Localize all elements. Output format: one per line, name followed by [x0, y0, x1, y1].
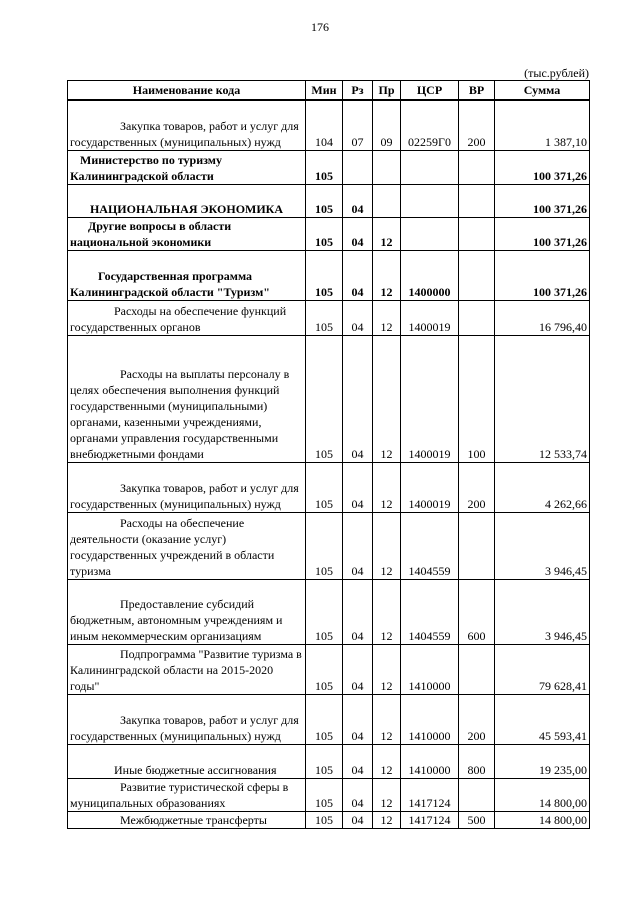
row-name: Иные бюджетные ассигнования	[68, 744, 306, 778]
row-name: Государственная программа Калининградской области "Туризм"	[68, 250, 306, 300]
row-pr	[373, 184, 401, 217]
row-rz: 04	[343, 217, 373, 250]
row-sum: 16 796,40	[495, 300, 590, 335]
row-csr: 1400019	[401, 335, 459, 462]
row-vr	[459, 778, 495, 811]
row-vr	[459, 644, 495, 694]
row-min: 105	[306, 462, 343, 512]
budget-table	[67, 80, 590, 829]
row-sum: 100 371,26	[495, 250, 590, 300]
row-sum: 12 533,74	[495, 335, 590, 462]
table-row	[68, 811, 590, 828]
row-rz: 04	[343, 462, 373, 512]
table-row	[68, 778, 590, 811]
row-pr: 12	[373, 579, 401, 644]
table-row	[68, 300, 590, 335]
row-csr	[401, 217, 459, 250]
row-min: 105	[306, 811, 343, 828]
row-name: Расходы на обеспечение функций государственных органов	[68, 300, 306, 335]
table-row	[68, 184, 590, 217]
row-sum: 14 800,00	[495, 778, 590, 811]
row-vr	[459, 512, 495, 579]
row-pr: 12	[373, 512, 401, 579]
row-vr: 800	[459, 744, 495, 778]
row-vr: 200	[459, 100, 495, 150]
row-rz: 07	[343, 100, 373, 150]
row-pr: 12	[373, 300, 401, 335]
row-csr: 02259Г0	[401, 100, 459, 150]
row-pr: 09	[373, 100, 401, 150]
units-label: (тыс.рублей)	[524, 66, 589, 80]
row-rz: 04	[343, 811, 373, 828]
row-sum: 100 371,26	[495, 217, 590, 250]
row-pr: 12	[373, 644, 401, 694]
row-vr	[459, 217, 495, 250]
row-pr: 12	[373, 694, 401, 744]
row-sum: 19 235,00	[495, 744, 590, 778]
row-name: Закупка товаров, работ и услуг для государственных (муниципальных) нужд	[68, 694, 306, 744]
page-number: 176	[311, 20, 329, 34]
row-min: 104	[306, 100, 343, 150]
row-rz: 04	[343, 579, 373, 644]
row-rz: 04	[343, 644, 373, 694]
row-vr: 200	[459, 694, 495, 744]
row-pr: 12	[373, 778, 401, 811]
row-name: НАЦИОНАЛЬНАЯ ЭКОНОМИКА	[68, 184, 306, 217]
row-min: 105	[306, 744, 343, 778]
row-name: Развитие туристической сферы в муниципальных образованиях	[68, 778, 306, 811]
row-sum: 4 262,66	[495, 462, 590, 512]
row-rz: 04	[343, 300, 373, 335]
row-rz	[343, 150, 373, 184]
row-rz: 04	[343, 335, 373, 462]
row-pr: 12	[373, 217, 401, 250]
row-pr: 12	[373, 462, 401, 512]
row-name: Подпрограмма "Развитие туризма в Калининградской области на 2015-2020 годы"	[68, 644, 306, 694]
row-vr	[459, 250, 495, 300]
table-row	[68, 644, 590, 694]
row-name: Другие вопросы в области национальной экономики	[68, 217, 306, 250]
row-name: Предоставление субсидий бюджетным, автономным учреждениям и иным некоммерческим организациям	[68, 579, 306, 644]
table-row	[68, 694, 590, 744]
row-rz: 04	[343, 694, 373, 744]
row-min: 105	[306, 300, 343, 335]
row-csr: 1404559	[401, 579, 459, 644]
row-vr	[459, 300, 495, 335]
row-rz: 04	[343, 744, 373, 778]
row-pr: 12	[373, 811, 401, 828]
table-row	[68, 744, 590, 778]
row-pr: 12	[373, 250, 401, 300]
row-sum: 79 628,41	[495, 644, 590, 694]
row-vr: 100	[459, 335, 495, 462]
row-csr: 1400000	[401, 250, 459, 300]
row-csr: 1410000	[401, 694, 459, 744]
row-csr: 1400019	[401, 462, 459, 512]
row-vr	[459, 150, 495, 184]
table-row	[68, 335, 590, 462]
row-name: Межбюджетные трансферты	[68, 811, 306, 828]
header-vr: ВР	[459, 81, 495, 101]
row-rz: 04	[343, 250, 373, 300]
row-rz: 04	[343, 512, 373, 579]
row-csr: 1417124	[401, 778, 459, 811]
row-sum: 45 593,41	[495, 694, 590, 744]
row-sum: 100 371,26	[495, 150, 590, 184]
row-min: 105	[306, 150, 343, 184]
row-sum: 1 387,10	[495, 100, 590, 150]
row-vr: 500	[459, 811, 495, 828]
row-sum: 14 800,00	[495, 811, 590, 828]
header-sum: Сумма	[495, 81, 590, 101]
table-header-row	[68, 81, 590, 101]
row-sum: 3 946,45	[495, 512, 590, 579]
row-name: Министерство по туризму Калининградской области	[68, 150, 306, 184]
header-rz: Рз	[343, 81, 373, 101]
row-vr	[459, 184, 495, 217]
row-min: 105	[306, 644, 343, 694]
table-row	[68, 217, 590, 250]
header-pr: Пр	[373, 81, 401, 101]
table-row	[68, 150, 590, 184]
row-min: 105	[306, 778, 343, 811]
row-rz: 04	[343, 778, 373, 811]
header-csr: ЦСР	[401, 81, 459, 101]
table-row	[68, 579, 590, 644]
row-name: Расходы на обеспечение деятельности (оказание услуг) государственных учреждений в области туризма	[68, 512, 306, 579]
row-min: 105	[306, 512, 343, 579]
row-csr: 1410000	[401, 644, 459, 694]
table-row	[68, 462, 590, 512]
row-sum: 100 371,26	[495, 184, 590, 217]
row-rz: 04	[343, 184, 373, 217]
row-csr: 1417124	[401, 811, 459, 828]
header-name: Наименование кода	[68, 81, 306, 101]
row-vr: 600	[459, 579, 495, 644]
row-name: Расходы на выплаты персоналу в целях обеспечения выполнения функций государственными (муниципальными) органами, казенными учреждениями, органами управления государственными внебюджетными фондами	[68, 335, 306, 462]
row-min: 105	[306, 217, 343, 250]
row-pr: 12	[373, 335, 401, 462]
row-name: Закупка товаров, работ и услуг для государственных (муниципальных) нужд	[68, 100, 306, 150]
row-min: 105	[306, 694, 343, 744]
row-csr	[401, 184, 459, 217]
row-sum: 3 946,45	[495, 579, 590, 644]
table-row	[68, 100, 590, 150]
row-pr	[373, 150, 401, 184]
row-min: 105	[306, 579, 343, 644]
row-csr	[401, 150, 459, 184]
row-min: 105	[306, 335, 343, 462]
row-min: 105	[306, 184, 343, 217]
table-row	[68, 512, 590, 579]
row-csr: 1404559	[401, 512, 459, 579]
row-csr: 1410000	[401, 744, 459, 778]
row-pr: 12	[373, 744, 401, 778]
row-name: Закупка товаров, работ и услуг для государственных (муниципальных) нужд	[68, 462, 306, 512]
row-min: 105	[306, 250, 343, 300]
table-row	[68, 250, 590, 300]
header-min: Мин	[306, 81, 343, 101]
row-vr: 200	[459, 462, 495, 512]
row-csr: 1400019	[401, 300, 459, 335]
